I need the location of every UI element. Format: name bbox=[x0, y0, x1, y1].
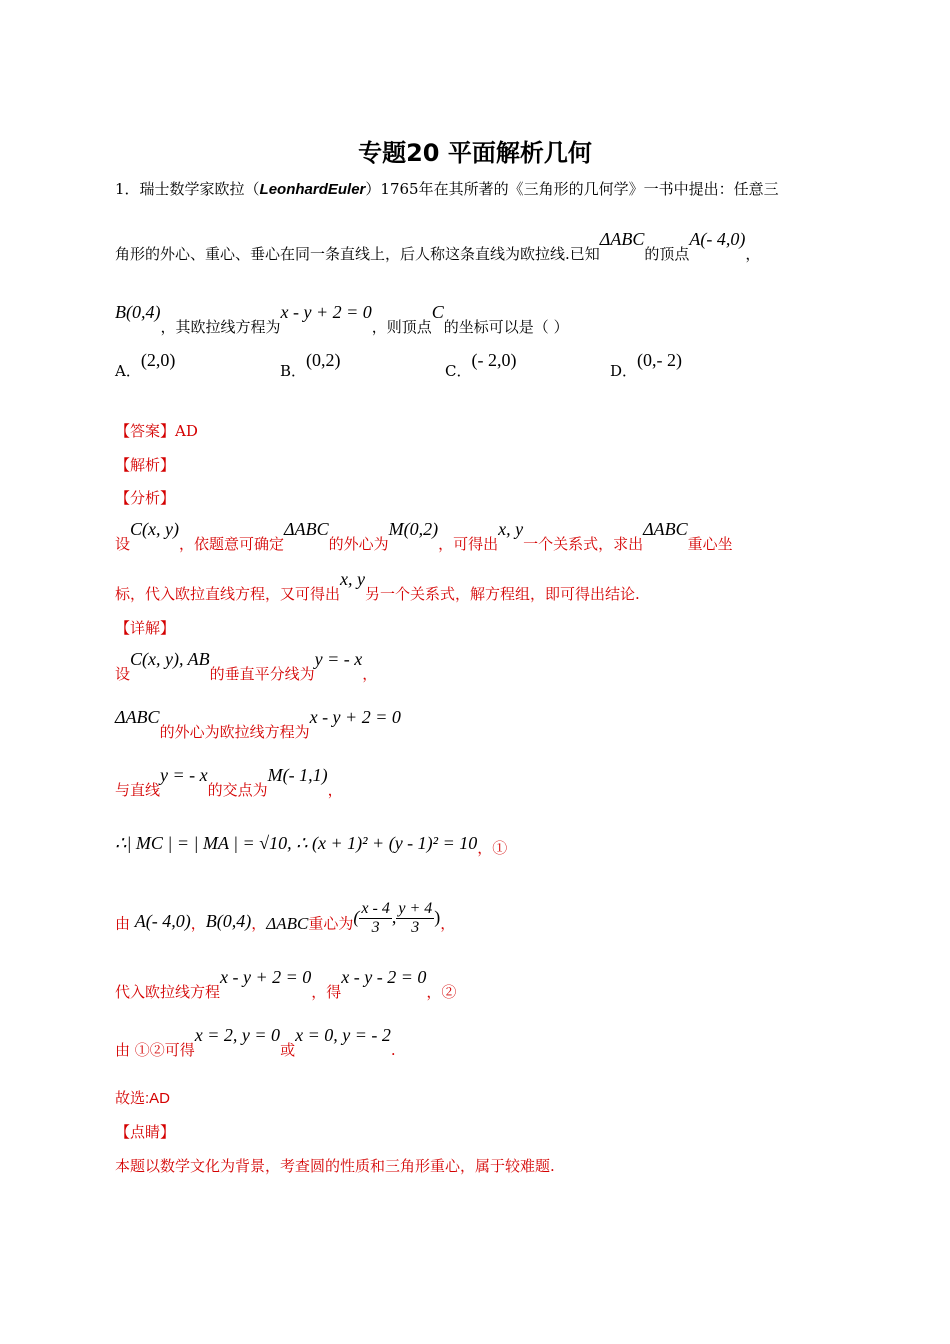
math-triangle: ΔABC bbox=[115, 707, 160, 727]
detail-text: ，得 bbox=[311, 983, 342, 1001]
math-triangle: ΔABC bbox=[643, 519, 688, 539]
math-point-b: B(0,4) bbox=[115, 302, 161, 322]
answer-line: 【答案】AD bbox=[115, 422, 198, 440]
question-text: ）1765年在其所著的《三角形的几何学》一书中提出：任意三 bbox=[365, 180, 779, 198]
analysis-text: 标，代入欧拉直线方程，又可得出 bbox=[115, 585, 341, 603]
math-euler-eq: x - y + 2 = 0 bbox=[280, 302, 372, 322]
option-value: (0,2) bbox=[306, 350, 341, 370]
math-m-point: M(- 1,1) bbox=[267, 765, 328, 785]
detail-text: . bbox=[390, 1041, 396, 1059]
math-solution-2: x = 0, y = - 2 bbox=[295, 1025, 391, 1045]
detail-text: ， bbox=[190, 914, 206, 933]
detail-line-4 bbox=[115, 833, 508, 858]
fraction-denominator: 3 bbox=[371, 919, 380, 936]
detail-text: 的外心为欧拉线方程为 bbox=[159, 723, 310, 741]
option-label: B． bbox=[280, 362, 307, 380]
detail-line-2 bbox=[115, 707, 401, 742]
analysis-text: ，可得出 bbox=[438, 535, 499, 553]
detail-text: 重心为 bbox=[308, 914, 354, 933]
math-point-b: B(0,4) bbox=[205, 910, 252, 931]
analysis-line-1 bbox=[115, 519, 733, 554]
detail-text: 或 bbox=[280, 1041, 296, 1059]
detail-text: ， bbox=[327, 781, 343, 799]
math-triangle: ΔABC bbox=[284, 519, 329, 539]
math-xy: x, y bbox=[340, 569, 365, 589]
detail-text: 的垂直平分线为 bbox=[209, 665, 315, 683]
jiexi-header: 【解析】 bbox=[115, 456, 176, 474]
detail-line-6 bbox=[115, 967, 457, 1002]
euler-name: LeonhardEuler bbox=[259, 181, 366, 198]
option-value: (2,0) bbox=[140, 350, 176, 370]
question-text: ，其欧拉线方程为 bbox=[160, 318, 281, 336]
dianjing-header: 【点睛】 bbox=[115, 1123, 176, 1141]
fraction-numerator: x - 4 bbox=[361, 900, 390, 917]
question-line-1 bbox=[115, 178, 779, 199]
detail-text: 与直线 bbox=[115, 781, 161, 799]
question-line-3 bbox=[115, 302, 569, 337]
page-title: 专题20 平面解析几何 bbox=[358, 139, 592, 167]
analysis-text: 设 bbox=[115, 535, 131, 553]
option-a[interactable] bbox=[115, 350, 176, 381]
detail-text: ， bbox=[362, 665, 378, 683]
math-triangle: ΔABC bbox=[266, 913, 309, 933]
fraction-numerator: y + 4 bbox=[398, 900, 433, 917]
detail-text: ， bbox=[440, 914, 456, 933]
detail-text: 代入欧拉线方程 bbox=[115, 983, 221, 1001]
analysis-text: ，依题意可确定 bbox=[179, 535, 285, 553]
math-eq-2: x - y - 2 = 0 bbox=[341, 967, 427, 987]
question-text: ，则顶点 bbox=[371, 318, 432, 336]
math-m-point: M(0,2) bbox=[388, 519, 439, 539]
fenxi-header: 【分析】 bbox=[115, 489, 176, 507]
math-euler-eq: x - y + 2 = 0 bbox=[220, 967, 312, 987]
analysis-text: 另一个关系式，解方程组，即可得出结论. bbox=[365, 585, 640, 603]
question-text: ， bbox=[745, 245, 761, 263]
fraction-denominator: 3 bbox=[411, 919, 420, 936]
math-point-c: C bbox=[431, 302, 444, 322]
detail-text: 设 bbox=[115, 665, 131, 683]
math-circle-eq: ∴| MC | = | MA | = √10, ∴ (x + 1)² + (y - 1)² = 10 bbox=[115, 833, 478, 853]
detail-line-5: 由 A(- 4,0)，B(0,4)，ΔABC重心为( $\frac{x - 4}{3}$ , $\frac{y + 4}{3}$ )， bbox=[115, 900, 456, 936]
question-text: 的坐标可以是（ ） bbox=[443, 318, 569, 336]
centroid-x-fraction bbox=[359, 900, 391, 937]
question-line-2 bbox=[115, 229, 761, 264]
option-value: (0,- 2) bbox=[637, 350, 683, 370]
math-point-a: A(- 4,0) bbox=[134, 910, 191, 931]
option-label: A． bbox=[115, 362, 141, 380]
option-b[interactable] bbox=[280, 350, 341, 381]
detail-text: ， bbox=[251, 914, 267, 933]
math-euler-eq: x - y + 2 = 0 bbox=[309, 707, 401, 727]
math-solution-1: x = 2, y = 0 bbox=[194, 1025, 281, 1045]
analysis-line-2 bbox=[115, 569, 640, 604]
final-choice: 故选:AD bbox=[115, 1090, 171, 1107]
option-label: D． bbox=[610, 362, 638, 380]
detail-text: 由 ①②可得 bbox=[115, 1041, 195, 1059]
math-triangle: ΔABC bbox=[599, 229, 645, 249]
math-bisector: y = - x bbox=[314, 649, 363, 669]
option-value: (- 2,0) bbox=[471, 350, 517, 370]
detail-line-1 bbox=[115, 649, 378, 684]
question-text: 的顶点 bbox=[644, 245, 690, 263]
math-line: y = - x bbox=[160, 765, 208, 785]
centroid-y-fraction bbox=[396, 900, 434, 937]
option-c[interactable] bbox=[445, 350, 517, 381]
dianjing-text: 本题以数学文化为背景，考查圆的性质和三角形重心，属于较难题. bbox=[115, 1157, 555, 1175]
math-c-ab: C(x, y), AB bbox=[130, 649, 210, 669]
detail-line-7 bbox=[115, 1025, 396, 1060]
detail-text: 由 bbox=[115, 914, 131, 933]
question-text: 1．瑞士数学家欧拉（ bbox=[115, 180, 260, 198]
analysis-text: 重心坐 bbox=[687, 535, 733, 553]
math-point-a: A(- 4,0) bbox=[689, 229, 746, 249]
detail-text: ，② bbox=[426, 983, 457, 1001]
analysis-text: 的外心为 bbox=[328, 535, 389, 553]
math-xy: x, y bbox=[498, 519, 524, 539]
detail-line-3 bbox=[115, 765, 343, 800]
question-text: 角形的外心、重心、垂心在同一条直线上，后人称这条直线为欧拉线.已知 bbox=[115, 245, 600, 263]
analysis-text: 一个关系式，求出 bbox=[523, 535, 644, 553]
option-label: C． bbox=[445, 362, 472, 380]
math-c-xy: C(x, y) bbox=[130, 519, 179, 539]
detail-text: ，① bbox=[477, 839, 508, 857]
xiangjie-header: 【详解】 bbox=[115, 619, 176, 637]
detail-text: 的交点为 bbox=[207, 781, 268, 799]
option-d[interactable] bbox=[610, 350, 683, 381]
